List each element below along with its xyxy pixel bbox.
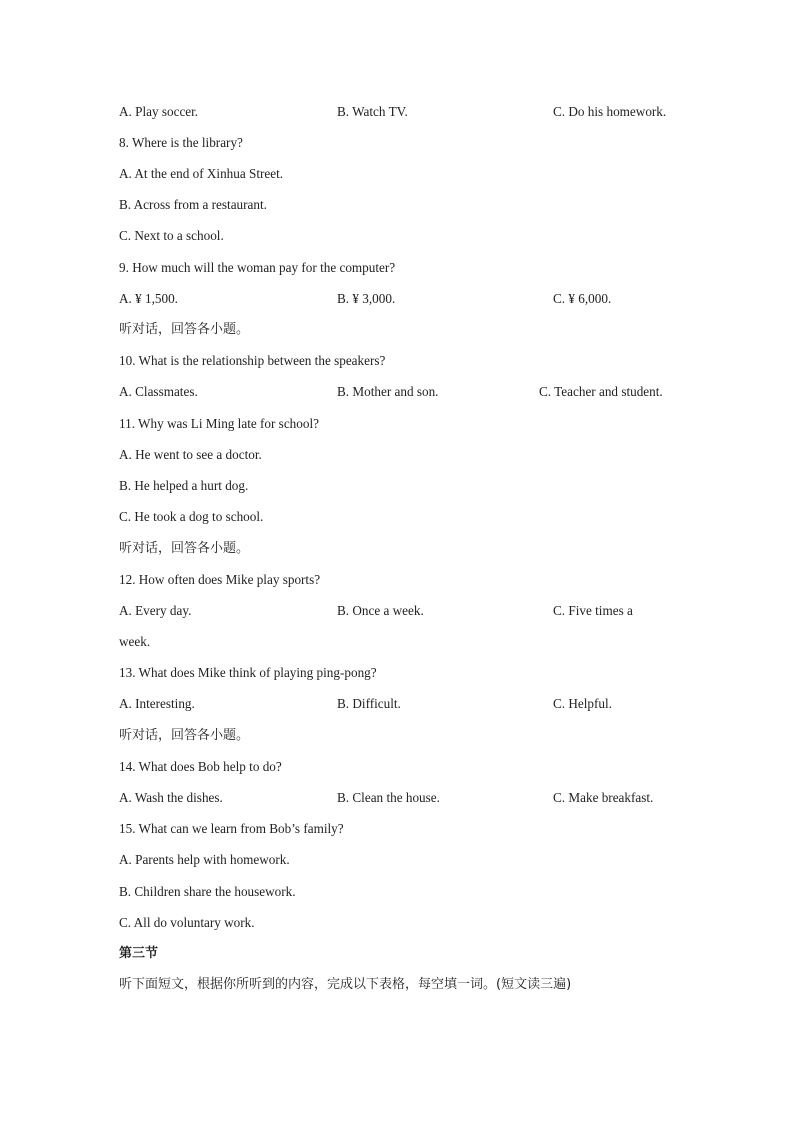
q12-option-b: B. Once a week.: [337, 603, 424, 618]
q7-option-b: B. Watch TV.: [337, 104, 408, 119]
q14-option-b: B. Clean the house.: [337, 790, 440, 805]
q12-option-a: A. Every day.: [119, 603, 192, 618]
q13-option-b: B. Difficult.: [337, 696, 401, 711]
q7-options: [0, 103, 794, 121]
q12-option-c: C. Five times a: [553, 603, 633, 618]
q7-option-c: C. Do his homework.: [553, 104, 667, 119]
listening-instruction-1: 听对话，回答各小题。: [119, 322, 250, 337]
q8-option-c: C. Next to a school.: [119, 228, 224, 243]
q13-option-a: A. Interesting.: [119, 696, 195, 711]
q11-option-a: A. He went to see a doctor.: [119, 447, 262, 462]
section-3-heading: 第三节: [119, 946, 159, 961]
q14-question: 14. What does Bob help to do?: [119, 759, 282, 774]
q12-options: [0, 602, 794, 620]
listening-instruction-2: 听对话，回答各小题。: [119, 541, 250, 556]
q11-option-b: B. He helped a hurt dog.: [119, 478, 249, 493]
listening-instruction-3: 听对话，回答各小题。: [119, 728, 250, 743]
q10-options: [0, 383, 794, 401]
q12-option-c-continued: week.: [119, 634, 151, 649]
q15-option-a: A. Parents help with homework.: [119, 852, 290, 867]
section-3-instruction: 听下面短文，根据你所听到的内容，完成以下表格，每空填一词。(短文读三遍): [119, 977, 572, 992]
q12-question: 12. How often does Mike play sports?: [119, 572, 321, 587]
q9-option-a: A. ¥ 1,500.: [119, 291, 178, 306]
q9-option-c: C. ¥ 6,000.: [553, 291, 612, 306]
q10-question: 10. What is the relationship between the speakers?: [119, 353, 386, 368]
q10-option-b: B. Mother and son.: [337, 384, 439, 399]
q10-option-a: A. Classmates.: [119, 384, 198, 399]
q15-option-b: B. Children share the housework.: [119, 884, 296, 899]
q13-options: [0, 695, 794, 713]
q8-option-a: A. At the end of Xinhua Street.: [119, 166, 284, 181]
q15-question: 15. What can we learn from Bob’s family?: [119, 821, 344, 836]
q10-option-c: C. Teacher and student.: [539, 384, 663, 399]
q14-option-a: A. Wash the dishes.: [119, 790, 223, 805]
q14-options: [0, 789, 794, 807]
q14-option-c: C. Make breakfast.: [553, 790, 654, 805]
q15-option-c: C. All do voluntary work.: [119, 915, 255, 930]
q11-question: 11. Why was Li Ming late for school?: [119, 416, 319, 431]
q9-options: [0, 290, 794, 308]
q7-option-a: A. Play soccer.: [119, 104, 199, 119]
q9-option-b: B. ¥ 3,000.: [337, 291, 396, 306]
q13-option-c: C. Helpful.: [553, 696, 612, 711]
q9-question: 9. How much will the woman pay for the computer?: [119, 260, 396, 275]
q8-question: 8. Where is the library?: [119, 135, 243, 150]
q8-option-b: B. Across from a restaurant.: [119, 197, 267, 212]
q13-question: 13. What does Mike think of playing ping-pong?: [119, 665, 377, 680]
q11-option-c: C. He took a dog to school.: [119, 509, 264, 524]
